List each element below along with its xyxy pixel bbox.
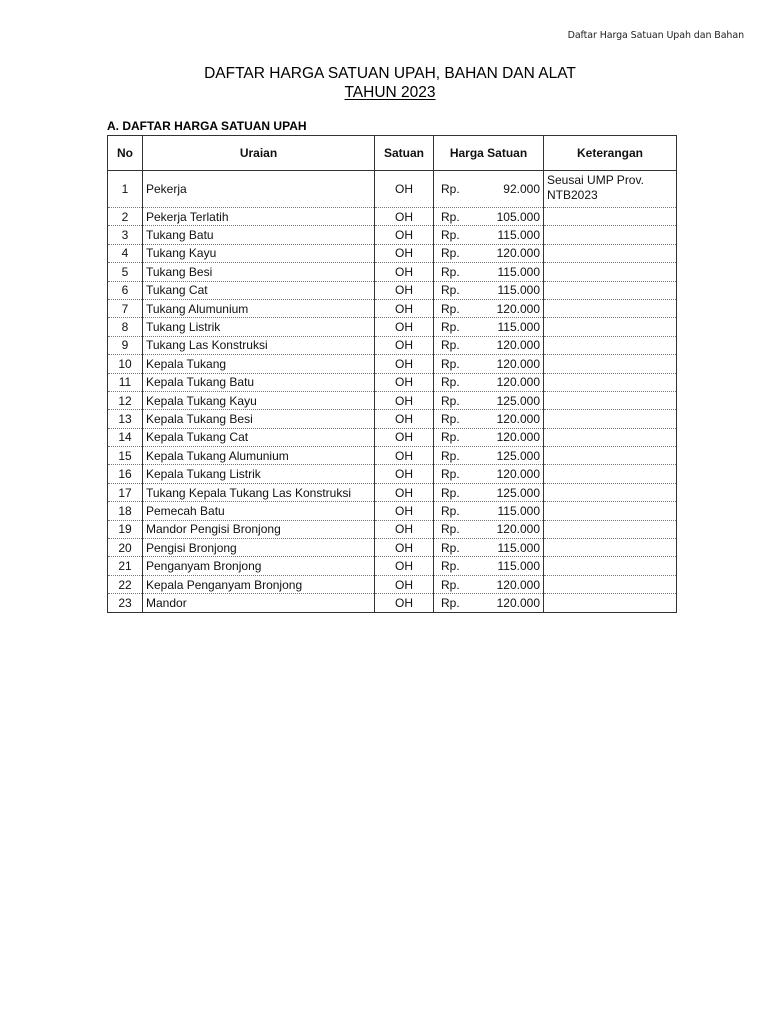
cell-uraian: Tukang Alumunium: [143, 299, 375, 317]
cell-no: 20: [108, 539, 143, 557]
price-amount: 125.000: [496, 448, 540, 463]
cell-satuan: OH: [375, 594, 434, 612]
cell-uraian: Kepala Tukang Besi: [143, 410, 375, 428]
cell-keterangan: [544, 594, 677, 612]
cell-satuan: OH: [375, 373, 434, 391]
cell-satuan: OH: [375, 465, 434, 483]
cell-satuan: OH: [375, 171, 434, 208]
table-row: [108, 171, 677, 208]
price-amount: 120.000: [496, 356, 540, 371]
table-row: [108, 299, 677, 317]
cell-no: 6: [108, 281, 143, 299]
cell-satuan: OH: [375, 318, 434, 336]
price-amount: 92.000: [503, 182, 540, 196]
table-row: [108, 575, 677, 593]
cell-no: 17: [108, 483, 143, 501]
cell-harga-satuan: [434, 557, 544, 575]
cell-uraian: Tukang Listrik: [143, 318, 375, 336]
cell-no: 22: [108, 575, 143, 593]
cell-keterangan: [544, 447, 677, 465]
currency-label: Rp.: [441, 228, 460, 243]
cell-satuan: OH: [375, 226, 434, 244]
currency-label: Rp.: [441, 264, 460, 279]
cell-no: 1: [108, 171, 143, 208]
currency-label: Rp.: [441, 577, 460, 592]
cell-keterangan: [544, 336, 677, 354]
currency-label: Rp.: [441, 503, 460, 518]
currency-label: Rp.: [441, 338, 460, 353]
column-header-uraian: Uraian: [143, 136, 375, 171]
cell-uraian: Kepala Penganyam Bronjong: [143, 575, 375, 593]
cell-harga-satuan: [434, 336, 544, 354]
section-title: A. DAFTAR HARGA SATUAN UPAH: [107, 119, 307, 133]
cell-keterangan: [544, 318, 677, 336]
table-row: [108, 520, 677, 538]
cell-keterangan: [544, 465, 677, 483]
cell-keterangan: [544, 263, 677, 281]
currency-label: Rp.: [441, 540, 460, 555]
cell-uraian: Tukang Las Konstruksi: [143, 336, 375, 354]
cell-uraian: Tukang Kepala Tukang Las Konstruksi: [143, 483, 375, 501]
cell-keterangan: [544, 539, 677, 557]
currency-label: Rp.: [441, 430, 460, 445]
table-row: [108, 410, 677, 428]
table-row: [108, 263, 677, 281]
cell-no: 8: [108, 318, 143, 336]
cell-no: 21: [108, 557, 143, 575]
table-row: [108, 539, 677, 557]
cell-uraian: Tukang Batu: [143, 226, 375, 244]
price-amount: 115.000: [497, 264, 540, 279]
cell-keterangan: [544, 520, 677, 538]
page-header: Daftar Harga Satuan Upah dan Bahan: [567, 30, 744, 41]
cell-uraian: Kepala Tukang Kayu: [143, 391, 375, 409]
cell-satuan: OH: [375, 263, 434, 281]
document-title-line-2-wrap: [0, 83, 768, 102]
cell-satuan: OH: [375, 244, 434, 262]
currency-label: Rp.: [441, 559, 460, 574]
currency-label: Rp.: [441, 301, 460, 316]
cell-uraian: Mandor Pengisi Bronjong: [143, 520, 375, 538]
cell-satuan: OH: [375, 428, 434, 446]
table-row: [108, 318, 677, 336]
cell-uraian: Pekerja: [143, 171, 375, 208]
cell-harga-satuan: [434, 502, 544, 520]
cell-harga-satuan: [434, 299, 544, 317]
price-amount: 125.000: [496, 485, 540, 500]
table-row: [108, 594, 677, 612]
currency-label: Rp.: [441, 246, 460, 261]
cell-uraian: Kepala Tukang Cat: [143, 428, 375, 446]
cell-harga-satuan: [434, 391, 544, 409]
price-amount: 120.000: [496, 577, 540, 592]
cell-satuan: OH: [375, 557, 434, 575]
table-row: [108, 557, 677, 575]
cell-harga-satuan: [434, 355, 544, 373]
column-header-keterangan: Keterangan: [544, 136, 677, 171]
price-amount: 120.000: [496, 301, 540, 316]
table-body: [108, 171, 677, 613]
wage-price-table: [107, 135, 677, 613]
document-title-line-2: TAHUN 2023: [344, 84, 436, 101]
cell-keterangan: [544, 281, 677, 299]
cell-harga-satuan: [434, 318, 544, 336]
cell-harga-satuan: [434, 410, 544, 428]
currency-label: Rp.: [441, 595, 460, 610]
cell-uraian: Tukang Cat: [143, 281, 375, 299]
cell-keterangan: [544, 355, 677, 373]
currency-label: Rp.: [441, 356, 460, 371]
column-header-no: No: [108, 136, 143, 171]
cell-uraian: Tukang Besi: [143, 263, 375, 281]
cell-uraian: Pengisi Bronjong: [143, 539, 375, 557]
cell-no: 9: [108, 336, 143, 354]
table-row: [108, 281, 677, 299]
table-row: [108, 226, 677, 244]
cell-no: 15: [108, 447, 143, 465]
cell-no: 3: [108, 226, 143, 244]
cell-keterangan: [544, 483, 677, 501]
cell-no: 14: [108, 428, 143, 446]
cell-satuan: OH: [375, 410, 434, 428]
price-amount: 115.000: [497, 228, 540, 243]
cell-no: 5: [108, 263, 143, 281]
currency-label: Rp.: [441, 182, 460, 196]
table-row: [108, 483, 677, 501]
cell-harga-satuan: [434, 465, 544, 483]
cell-uraian: Pemecah Batu: [143, 502, 375, 520]
cell-no: 4: [108, 244, 143, 262]
table-row: [108, 373, 677, 391]
price-amount: 120.000: [496, 595, 540, 610]
price-amount: 120.000: [496, 375, 540, 390]
currency-label: Rp.: [441, 522, 460, 537]
cell-no: 10: [108, 355, 143, 373]
cell-harga-satuan: [434, 244, 544, 262]
price-amount: 120.000: [496, 411, 540, 426]
cell-harga-satuan: [434, 208, 544, 226]
cell-harga-satuan: [434, 539, 544, 557]
price-amount: 115.000: [497, 320, 540, 335]
cell-uraian: Mandor: [143, 594, 375, 612]
cell-keterangan: [544, 502, 677, 520]
price-amount: 105.000: [496, 209, 540, 224]
cell-uraian: Kepala Tukang Batu: [143, 373, 375, 391]
cell-satuan: OH: [375, 447, 434, 465]
table-row: [108, 428, 677, 446]
price-amount: 115.000: [497, 283, 540, 298]
cell-satuan: OH: [375, 208, 434, 226]
cell-no: 23: [108, 594, 143, 612]
cell-keterangan: [544, 557, 677, 575]
column-header-satuan: Satuan: [375, 136, 434, 171]
cell-uraian: Tukang Kayu: [143, 244, 375, 262]
cell-no: 12: [108, 391, 143, 409]
cell-harga-satuan: [434, 594, 544, 612]
currency-label: Rp.: [441, 393, 460, 408]
table-row: [108, 244, 677, 262]
cell-no: 18: [108, 502, 143, 520]
cell-keterangan: Seusai UMP Prov. NTB2023: [544, 171, 677, 208]
cell-harga-satuan: [434, 226, 544, 244]
cell-uraian: Penganyam Bronjong: [143, 557, 375, 575]
cell-satuan: OH: [375, 502, 434, 520]
cell-uraian: Kepala Tukang Alumunium: [143, 447, 375, 465]
cell-harga-satuan: [434, 520, 544, 538]
table-row: [108, 465, 677, 483]
document-title: [0, 64, 768, 102]
cell-satuan: OH: [375, 299, 434, 317]
price-amount: 125.000: [496, 393, 540, 408]
price-amount: 115.000: [497, 559, 540, 574]
cell-keterangan: [544, 208, 677, 226]
price-amount: 120.000: [496, 522, 540, 537]
price-amount: 120.000: [496, 246, 540, 261]
currency-label: Rp.: [441, 411, 460, 426]
table-row: [108, 391, 677, 409]
cell-harga-satuan: [434, 281, 544, 299]
price-amount: 115.000: [497, 540, 540, 555]
currency-label: Rp.: [441, 467, 460, 482]
price-amount: 120.000: [496, 338, 540, 353]
price-amount: 120.000: [496, 430, 540, 445]
cell-no: 7: [108, 299, 143, 317]
cell-harga-satuan: [434, 483, 544, 501]
cell-keterangan: [544, 428, 677, 446]
cell-harga-satuan: [434, 373, 544, 391]
cell-satuan: OH: [375, 483, 434, 501]
table-row: [108, 355, 677, 373]
cell-keterangan: [544, 410, 677, 428]
currency-label: Rp.: [441, 448, 460, 463]
cell-harga-satuan: [434, 263, 544, 281]
currency-label: Rp.: [441, 209, 460, 224]
table-header-row: [108, 136, 677, 171]
cell-harga-satuan: [434, 171, 544, 208]
table-row: [108, 502, 677, 520]
cell-satuan: OH: [375, 391, 434, 409]
cell-keterangan: [544, 373, 677, 391]
cell-satuan: OH: [375, 355, 434, 373]
cell-satuan: OH: [375, 520, 434, 538]
currency-label: Rp.: [441, 375, 460, 390]
table-row: [108, 336, 677, 354]
price-amount: 115.000: [497, 503, 540, 518]
column-header-harga-satuan: Harga Satuan: [434, 136, 544, 171]
cell-uraian: Kepala Tukang Listrik: [143, 465, 375, 483]
currency-label: Rp.: [441, 485, 460, 500]
cell-keterangan: [544, 575, 677, 593]
cell-satuan: OH: [375, 575, 434, 593]
cell-harga-satuan: [434, 447, 544, 465]
cell-no: 13: [108, 410, 143, 428]
cell-no: 19: [108, 520, 143, 538]
cell-uraian: Kepala Tukang: [143, 355, 375, 373]
currency-label: Rp.: [441, 283, 460, 298]
cell-no: 2: [108, 208, 143, 226]
price-amount: 120.000: [496, 467, 540, 482]
cell-satuan: OH: [375, 281, 434, 299]
cell-harga-satuan: [434, 575, 544, 593]
cell-no: 16: [108, 465, 143, 483]
cell-keterangan: [544, 299, 677, 317]
table-row: [108, 208, 677, 226]
cell-satuan: OH: [375, 336, 434, 354]
table-row: [108, 447, 677, 465]
cell-no: 11: [108, 373, 143, 391]
cell-keterangan: [544, 391, 677, 409]
cell-keterangan: [544, 244, 677, 262]
currency-label: Rp.: [441, 320, 460, 335]
cell-harga-satuan: [434, 428, 544, 446]
cell-satuan: OH: [375, 539, 434, 557]
cell-uraian: Pekerja Terlatih: [143, 208, 375, 226]
cell-keterangan: [544, 226, 677, 244]
document-title-line-1: DAFTAR HARGA SATUAN UPAH, BAHAN DAN ALAT: [204, 65, 576, 82]
